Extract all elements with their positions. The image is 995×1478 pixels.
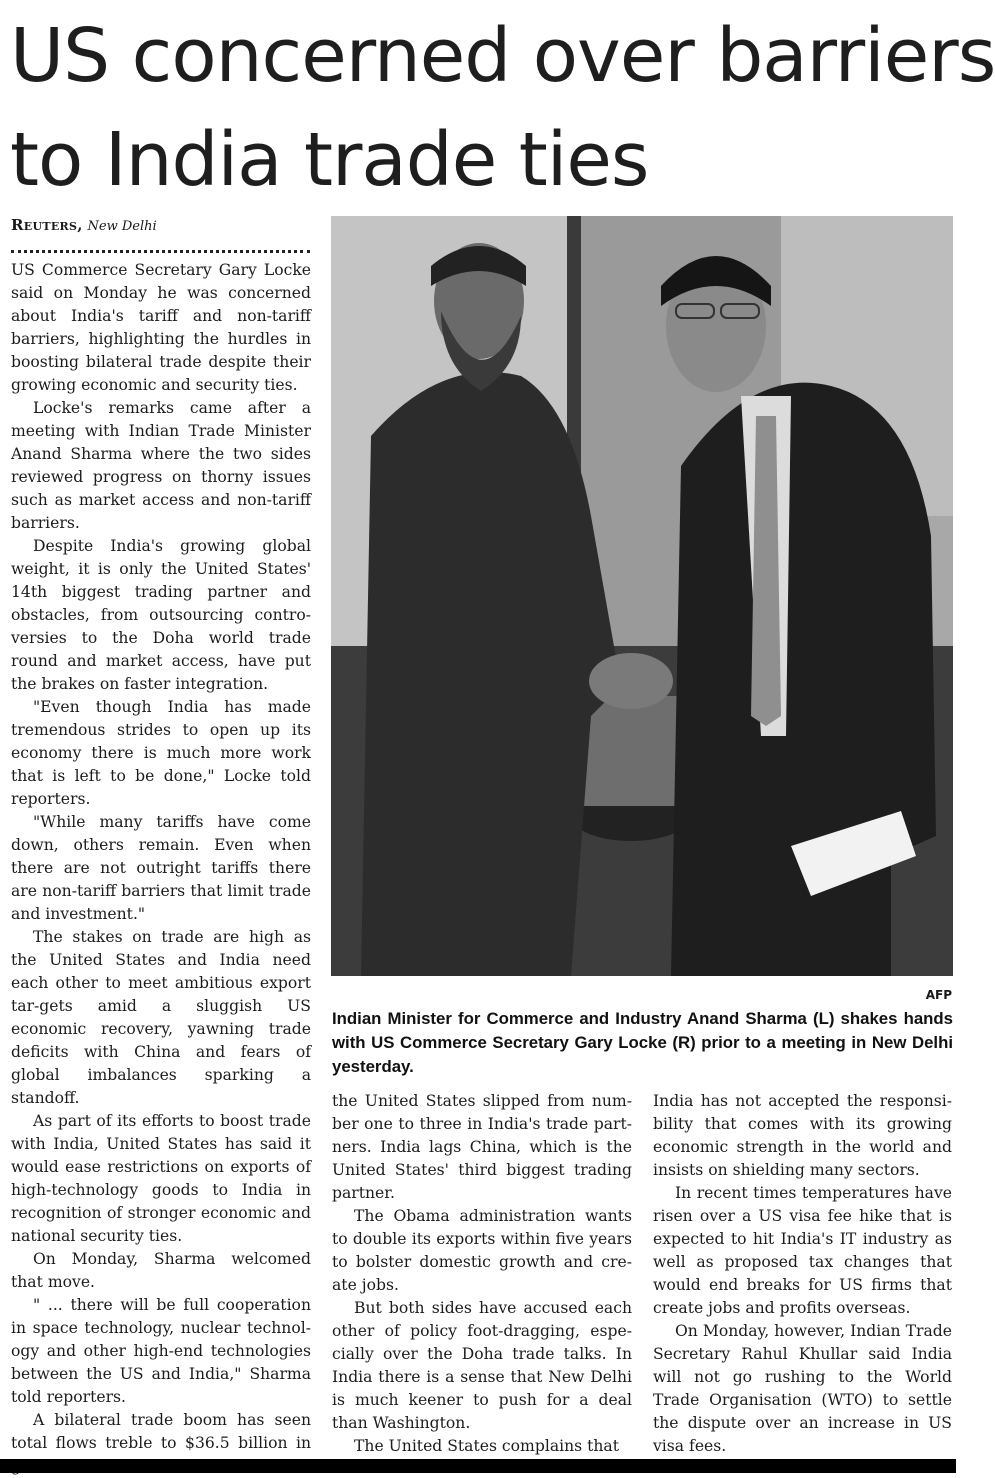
page-bottom-border (0, 1459, 956, 1473)
paragraph: On Monday, Sharma welcomed that move. (11, 1250, 311, 1291)
paragraph: "Even though India has made tremendous strides to open up its economy there is much more work that is left to be done," Locke told reporters. (11, 698, 311, 808)
paragraph: But both sides have accused each other of policy foot-dragging, espe-cially over the Doha trade talks. In India there is a sense that New Delhi is much keener to push for a deal than Washington. (332, 1299, 632, 1432)
byline-agency: Reuters, (11, 216, 83, 234)
paragraph: The Obama administration wants to double its exports within five years to bolster domestic growth and cre-ate jobs. (332, 1207, 632, 1294)
paragraph: "While many tariffs have come down, others remain. Even when there are not outright tariffs there are non-tariff barriers that limit trade and investment." (11, 813, 311, 923)
paragraph: The stakes on trade are high as the United States and India need each other to meet ambitious export tar-gets amid a sluggish US economic recovery, yawning trade deficits with China and fears of global imbalances sparking a standoff. (11, 928, 311, 1107)
paragraph: In recent times temperatures have risen over a US visa fee hike that is expected to hit India's IT industry as well as proposed tax changes that would end breaks for US firms that create jobs and profits overseas. (653, 1184, 952, 1317)
paragraph: Locke's remarks came after a meeting with Indian Trade Minister Anand Sharma where the two sides reviewed progress on thorny issues such as market access and non-tariff barriers. (11, 399, 311, 532)
paragraph: As part of its efforts to boost trade with India, United States has said it would ease restrictions on exports of high-technology goods to India in recognition of stronger economic and national security ties. (11, 1112, 311, 1245)
paragraph: US Commerce Secretary Gary Locke said on Monday he was concerned about India's tariff and non-tariff barriers, highlighting the hurdles in boosting bilateral trade despite their growing economic and security ties. (11, 261, 311, 394)
headline-line-1: US concerned over barriers (10, 13, 995, 99)
paragraph: India has not accepted the responsi-bility that comes with its growing economic strength in the world and insists on shielding many sectors. (653, 1092, 952, 1179)
article-column-1 (11, 259, 311, 1459)
byline-place: New Delhi (87, 219, 157, 234)
headline (10, 4, 995, 212)
article-column-2 (332, 1090, 632, 1460)
paragraph: the United States slipped from num-ber one to three in India's trade part-ners. India lags China, which is the United States' third biggest trading partner. (332, 1092, 632, 1202)
paragraph: A bilateral trade boom has seen total flows treble to $36.5 billion in (11, 1411, 311, 1452)
dotted-divider (11, 244, 310, 253)
handshake-photo-illustration (331, 216, 953, 976)
news-photo (331, 216, 953, 976)
byline (11, 214, 311, 238)
photo-caption: Indian Minister for Commerce and Industry Anand Sharma (L) shakes hands with US Commerce Secretary Gary Locke (R) prior to a meeting in New Delhi yesterday. (332, 1009, 953, 1076)
paragraph: On Monday, however, Indian Trade Secretary Rahul Khullar said India will not go rushing to the World Trade Organisation (WTO) to settle the dispute over an increase in US visa fees. (653, 1322, 952, 1455)
photo-credit: AFP (925, 988, 952, 1002)
headline-line-2: to India trade ties (10, 117, 649, 203)
article-column-3 (653, 1090, 952, 1460)
paragraph: The United States complains that (354, 1437, 619, 1455)
paragraph: " ... there will be full cooperation in space technology, nuclear technol-ogy and other high-end technologies between the US and India," Sharma told reporters. (11, 1296, 311, 1406)
paragraph: Despite India's growing global weight, it is only the United States' 14th biggest trading partner and obstacles, from outsourcing contro-versies to the Doha world trade round and market access, have put the brakes on faster integration. (11, 537, 311, 693)
